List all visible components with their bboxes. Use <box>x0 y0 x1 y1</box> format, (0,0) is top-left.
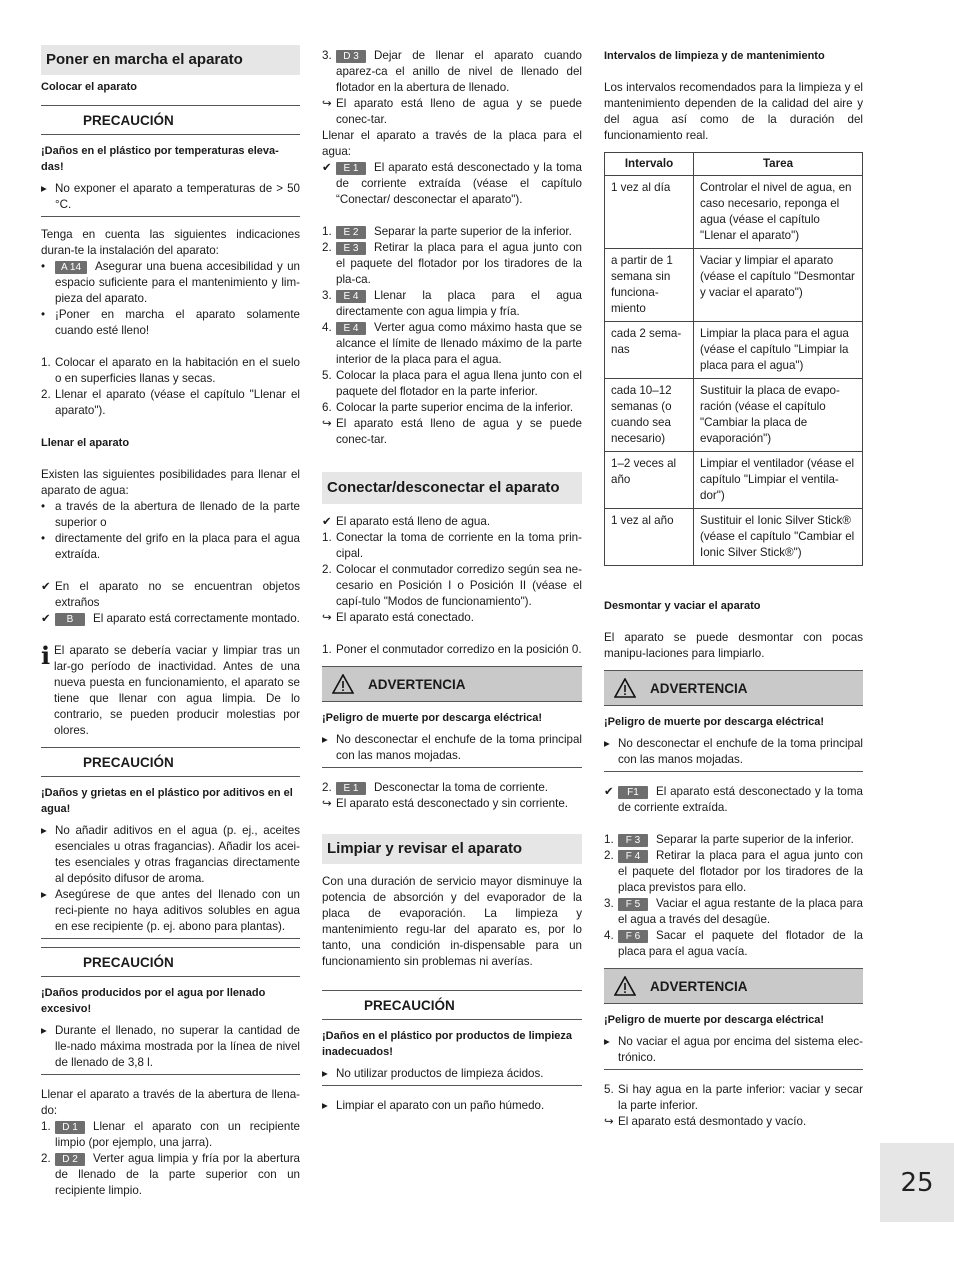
column-1 <box>41 0 300 1199</box>
table-row <box>605 509 863 566</box>
table-row <box>605 379 863 452</box>
table-cell: cada 10–12 semanas (o cuando sea necesario) <box>605 379 694 452</box>
step-item: 3. E 4 Llenar la placa para el agua directamente con agua limpia y fría. <box>322 289 582 318</box>
paragraph: Llenar el aparato a través de la placa para el agua: <box>322 129 582 158</box>
figure-ref-badge: B <box>55 613 85 626</box>
check-item: ✔ B El aparato está correctamente montado. <box>41 612 300 625</box>
result-item: ↪ El aparato está desmontado y vacío. <box>604 1115 807 1128</box>
result-item: ↪ El aparato está lleno de agua y se puede conec-tar. <box>322 97 582 126</box>
checkmark-icon: ✔ <box>322 515 332 528</box>
figure-ref-badge: E 4 <box>336 322 366 335</box>
caution-header: PRECAUCIÓN <box>41 947 300 977</box>
step-item: 1. E 2 Separar la parte superior de la inferior. <box>322 225 572 238</box>
warning-header: ADVERTENCIA <box>322 666 582 702</box>
caution-lead: ¡Daños producidos por el agua por llenado excesivo! <box>41 987 266 1015</box>
result-arrow-icon: ↪ <box>322 797 332 810</box>
subheading-colocar: Colocar el aparato <box>41 81 137 93</box>
figure-ref-badge: D 3 <box>336 50 366 63</box>
warning-lead: ¡Peligro de muerte por descarga eléctrica! <box>604 1014 825 1026</box>
warning-item: ▸ No desconectar el enchufe de la toma principal con las manos mojadas. <box>322 733 582 762</box>
result-arrow-icon: ↪ <box>322 97 332 110</box>
warning-item: ▸ No desconectar el enchufe de la toma principal con las manos mojadas. <box>604 737 863 766</box>
section-heading-conectar: Conectar/desconectar el aparato <box>322 472 582 504</box>
checkmark-icon: ✔ <box>41 612 51 625</box>
check-item: ✔ E 1 El aparato está desconectado y la toma de corriente extraída (véase el capítulo “Conectar/ desconectar el aparato"). <box>322 161 582 206</box>
caution-item: ▸ No añadir aditivos en el agua (p. ej., aceites esenciales u otras fragancias). Añadir los acei-tes esenciales y otras fragancias directamente al depósito difusor de aroma. <box>41 824 300 885</box>
table-cell: Limpiar la placa para el agua (véase el capítulo "Limpiar la placa para el agua") <box>694 322 863 379</box>
step-item: 2. D 2 Verter agua limpia y fría por la abertura de llenado de la parte superior con un recipiente limpio. <box>41 1152 300 1197</box>
subheading-llenar: Llenar el aparato <box>41 437 130 449</box>
step-item: 5. Si hay agua en la parte inferior: vaciar y secar la parte inferior. <box>604 1083 863 1112</box>
figure-ref-badge: E 1 <box>336 162 366 175</box>
warning-triangle-icon <box>614 678 636 698</box>
warning-header: ADVERTENCIA <box>604 670 863 706</box>
table-cell: 1 vez al año <box>605 509 694 566</box>
step-item: 1. Conectar la toma de corriente en la toma prin-cipal. <box>322 531 582 560</box>
table-cell: Sustituir la placa de evapo-ración (véase el capítulo "Cambiar la placa de evaporación") <box>694 379 863 452</box>
result-arrow-icon: ↪ <box>322 611 332 624</box>
subheading-desmontar: Desmontar y vaciar el aparato <box>604 600 761 612</box>
figure-ref-badge: D 1 <box>55 1121 85 1134</box>
step-item: 2. F 4 Retirar la placa para el agua junto con el paquete del flotador por los tiradores de la placa previstos para ello. <box>604 849 863 894</box>
checkmark-icon: ✔ <box>322 161 332 174</box>
arrow-bullet-icon: ▸ <box>322 733 328 746</box>
list-item: • ¡Poner en marcha el aparato solamente cuando esté lleno! <box>41 308 300 337</box>
step-item: 2. E 1 Desconectar la toma de corriente. <box>322 781 548 794</box>
step-item: 2. Llenar el aparato (véase el capítulo "Llenar el aparato"). <box>41 388 300 417</box>
figure-ref-badge: E 3 <box>336 242 366 255</box>
caution-header: PRECAUCIÓN <box>41 105 300 135</box>
step-item: 2. Colocar el conmutador corredizo según sea ne-cesario en Posición I o Posición II (véase el capí-tulo "Modos de funcionamiento"). <box>322 563 582 608</box>
step-item: 5. Colocar la placa para el agua llena junto con el paquete del flotador en la parte inferior. <box>322 369 582 398</box>
arrow-bullet-icon: ▸ <box>604 737 610 750</box>
step-item: 4. F 6 Sacar el paquete del flotador de la placa para el agua vacía. <box>604 929 863 958</box>
arrow-bullet-icon: ▸ <box>41 1024 47 1037</box>
arrow-bullet-icon: ▸ <box>41 182 47 195</box>
figure-ref-badge: F 4 <box>618 850 648 863</box>
warning-triangle-icon <box>332 674 354 694</box>
figure-ref-badge: E 1 <box>336 782 366 795</box>
table-cell: a partir de 1 semana sin funciona-miento <box>605 249 694 322</box>
caution-lead: ¡Daños en el plástico por temperaturas eleva-das! <box>41 145 279 173</box>
step-item: 6. Colocar la parte superior encima de la inferior. <box>322 401 574 414</box>
result-item: ↪ El aparato está conectado. <box>322 611 474 624</box>
section-heading-puesta-en-marcha: Poner en marcha el aparato <box>41 45 300 75</box>
figure-ref-badge: F 5 <box>618 898 648 911</box>
paragraph: Los intervalos recomendados para la limpieza y el mantenimiento dependen de la calidad del aire y del agua así como de la duración del funcionamiento real. <box>604 81 863 142</box>
step-item: 2. E 3 Retirar la placa para el agua junto con el paquete del flotador por los tiradores de la pla-ca. <box>322 241 582 286</box>
info-icon: i <box>41 641 51 670</box>
column-3 <box>604 0 863 1130</box>
warning-triangle-icon <box>614 976 636 996</box>
checkmark-icon: ✔ <box>41 580 51 593</box>
figure-ref-badge: F 3 <box>618 834 648 847</box>
section-heading-limpiar: Limpiar y revisar el aparato <box>322 834 582 864</box>
paragraph: Tenga en cuenta las siguientes indicaciones duran-te la instalación del aparato: <box>41 228 300 257</box>
table-row <box>605 452 863 509</box>
check-item: ✔ En el aparato no se encuentran objetos extraños <box>41 580 300 609</box>
figure-ref-badge: E 2 <box>336 226 366 239</box>
arrow-bullet-icon: ▸ <box>322 1067 328 1080</box>
caution-item: ▸ No utilizar productos de limpieza ácidos. <box>322 1067 544 1080</box>
info-note: i El aparato se debería vaciar y limpiar tras un lar-go período de inactividad. Antes de una nueva puesta en funcionamiento, el aparato se tiene que llenar con agua limpia. De lo contrario, se pueden producir molestias por olores. <box>41 641 300 737</box>
warning-lead: ¡Peligro de muerte por descarga eléctrica! <box>604 716 825 728</box>
step-item: 3. D 3 Dejar de llenar el aparato cuando aparez-ca el anillo de nivel de llenado del flotador en la abertura de llenado. <box>322 49 582 94</box>
arrow-bullet-icon: ▸ <box>604 1035 610 1048</box>
warning-lead: ¡Peligro de muerte por descarga eléctrica! <box>322 712 543 724</box>
table-cell: Controlar el nivel de agua, en caso necesario, reponga el agua (véase el capítulo "Llenar el aparato") <box>694 176 863 249</box>
table-header-row <box>605 153 863 176</box>
paragraph: Llenar el aparato a través de la abertura de llena-do: <box>41 1088 300 1117</box>
result-arrow-icon: ↪ <box>322 417 332 430</box>
table-header-cell: Tarea <box>694 153 863 176</box>
result-arrow-icon: ↪ <box>604 1115 614 1128</box>
list-item: • a través de la abertura de llenado de la parte superior o <box>41 500 300 529</box>
warning-header: ADVERTENCIA <box>604 968 863 1004</box>
table-cell: Limpiar el ventilador (véase el capítulo "Limpiar el ventila-dor") <box>694 452 863 509</box>
caution-header: PRECAUCIÓN <box>41 747 300 777</box>
table-cell: cada 2 sema-nas <box>605 322 694 379</box>
tip-item: ▸ Limpiar el aparato con un paño húmedo. <box>322 1099 545 1112</box>
step-item: 1. D 1 Llenar el aparato con un recipiente limpio (por ejemplo, una jarra). <box>41 1120 300 1149</box>
caution-item: ▸ Durante el llenado, no superar la cantidad de lle-nado máxima mostrada por la línea de nivel de llenado de 3,8 l. <box>41 1024 300 1069</box>
column-2 <box>322 0 582 1114</box>
step-item: 3. F 5 Vaciar el agua restante de la placa para el agua a través del desagüe. <box>604 897 863 926</box>
figure-ref-badge: A 14 <box>55 261 87 274</box>
check-item: ✔ F1 El aparato está desconectado y la toma de corriente extraída. <box>604 785 863 814</box>
check-item: ✔ El aparato está lleno de agua. <box>322 515 491 528</box>
table-row <box>605 176 863 249</box>
step-item: 4. E 4 Verter agua como máximo hasta que se alcance el límite de llenado máximo de la parte interior de la placa para el agua. <box>322 321 582 366</box>
table-row <box>605 249 863 322</box>
arrow-bullet-icon: ▸ <box>41 888 47 901</box>
paragraph: El aparato se puede desmontar con pocas manipu-laciones para limpiarlo. <box>604 631 863 660</box>
step-item: 1. F 3 Separar la parte superior de la inferior. <box>604 833 854 846</box>
list-item: • directamente del grifo en la placa para el agua extraída. <box>41 532 300 561</box>
table-cell: Vaciar y limpiar el aparato (véase el capítulo "Desmontar y vaciar el aparato") <box>694 249 863 322</box>
figure-ref-badge: E 4 <box>336 290 366 303</box>
result-item: ↪ El aparato está lleno de agua y se puede conec-tar. <box>322 417 582 446</box>
list-item: • A 14 Asegurar una buena accesibilidad y un espacio suficiente para el mantenimiento y lim-pieza del aparato. <box>41 260 300 305</box>
checkmark-icon: ✔ <box>604 785 614 798</box>
paragraph: Existen las siguientes posibilidades para llenar el aparato de agua: <box>41 468 300 497</box>
figure-ref-badge: F1 <box>618 786 648 799</box>
result-item: ↪ El aparato está desconectado y sin corriente. <box>322 797 569 810</box>
caution-item: ▸ Asegúrese de que antes del llenado con un reci-piente no haya aditivos solubles en agua en ese recipiente (p. ej. abono para plantas). <box>41 888 300 933</box>
table-header-cell: Intervalo <box>605 153 694 176</box>
step-item: 1. Poner el conmutador corredizo en la posición 0. <box>322 643 582 656</box>
table-row <box>605 322 863 379</box>
caution-lead: ¡Daños y grietas en el plástico por aditivos en el agua! <box>41 787 293 815</box>
maintenance-table <box>604 152 863 566</box>
warning-item: ▸ No vaciar el agua por encima del sistema elec-trónico. <box>604 1035 863 1064</box>
figure-ref-badge: D 2 <box>55 1153 85 1166</box>
figure-ref-badge: F 6 <box>618 930 648 943</box>
caution-header: PRECAUCIÓN <box>322 990 582 1020</box>
table-cell: Sustituir el Ionic Silver Stick® (véase el capítulo "Cambiar el Ionic Silver Stick®") <box>694 509 863 566</box>
table-cell: 1 vez al día <box>605 176 694 249</box>
paragraph: Con una duración de servicio mayor disminuye la potencia de absorción y del evaporador de la placa de evaporación. La limpieza y mantenimiento regu-lar del aparato es, por lo tanto, una condición in-dispensable para un funcionamiento sin problemas ni averías. <box>322 875 582 968</box>
caution-item: ▸ No exponer el aparato a temperaturas de > 50 °C. <box>41 182 300 211</box>
caution-lead: ¡Daños en el plástico por productos de limpieza inadecuados! <box>322 1030 572 1058</box>
arrow-bullet-icon: ▸ <box>322 1099 328 1112</box>
table-cell: 1–2 veces al año <box>605 452 694 509</box>
subheading-intervalos: Intervalos de limpieza y de mantenimiento <box>604 50 825 62</box>
arrow-bullet-icon: ▸ <box>41 824 47 837</box>
step-item: 1. Colocar el aparato en la habitación en el suelo o en superficies llanas y secas. <box>41 356 300 385</box>
page-number: 25 <box>880 1143 954 1222</box>
